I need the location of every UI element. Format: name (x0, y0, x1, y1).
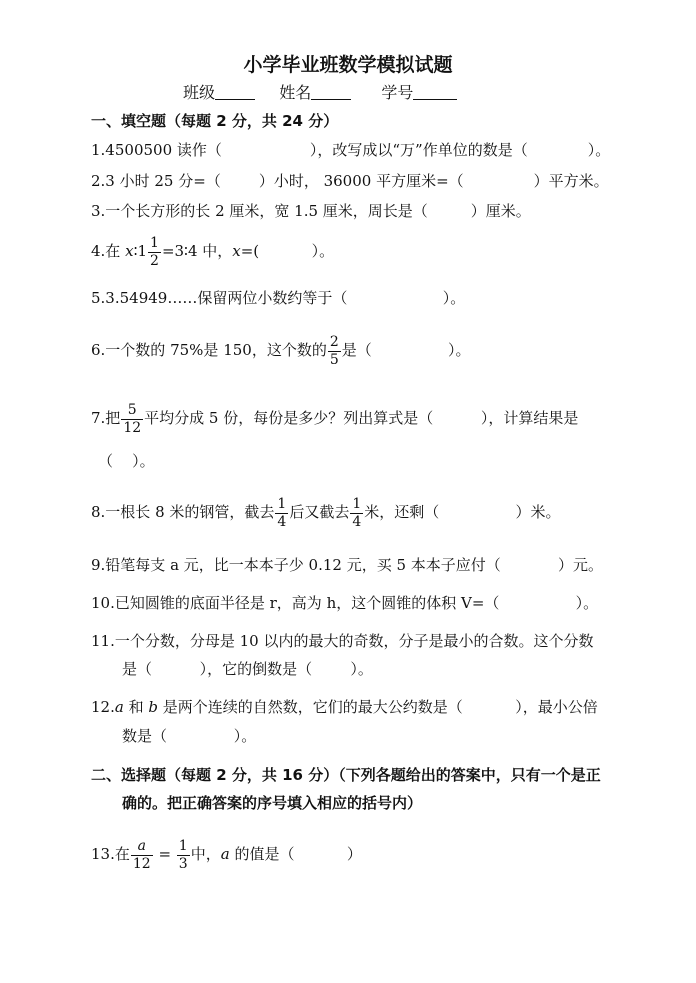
name-blank (311, 85, 351, 100)
q7-numerator: 5 (121, 402, 143, 420)
q12-text-c: 是两个连续的自然数，它们的最大公约数是（ ），最小公倍 (157, 698, 598, 716)
q6-fraction (328, 334, 341, 369)
q4-var-x: x (125, 242, 134, 260)
number-blank (413, 85, 457, 100)
question-12 (91, 697, 598, 717)
q13-text-a: 13.在 (91, 845, 130, 863)
q13-equals: = (153, 845, 176, 863)
q13-text-c: 的值是（ ） (229, 845, 362, 863)
number-label: 学号 (381, 83, 414, 102)
q4-numerator: 1 (150, 234, 159, 251)
q2-text-b: ）小时， 36000 平方厘米=（ (258, 172, 464, 190)
section-1-heading: 一、填空题（每题 2 分，共 24 分） (91, 112, 339, 130)
exam-title: 小学毕业班数学模拟试题 (243, 54, 453, 76)
q6-text-b: 是（ ）。 (341, 341, 471, 359)
q2-text-a: 2.3 小时 25 分=（ (91, 172, 221, 190)
q12-var-b: b (148, 698, 158, 716)
name-label: 姓名 (279, 83, 312, 102)
q7-text-a: 7.把 (91, 409, 121, 427)
class-blank (215, 85, 255, 100)
q13-text-b: 中， (190, 845, 221, 863)
q13-numerator-1: a (131, 838, 153, 856)
class-label: 班级 (183, 83, 216, 102)
question-2 (91, 171, 609, 191)
question-7 (91, 396, 578, 440)
q7-fraction (121, 402, 143, 437)
q8-text-a: 8.一根长 8 米的钢管，截去 (91, 503, 275, 521)
question-12-line-2: 数是（ ）。 (122, 727, 257, 745)
q6-text-a: 6.一个数的 75%是 150，这个数的 (91, 341, 327, 359)
question-3: 3.一个长方形的长 2 厘米，宽 1.5 厘米，周长是（ ）厘米。 (91, 202, 531, 220)
question-10: 10.已知圆锥的底面半径是 r，高为 h，这个圆锥的体积 V=（ ）。 (91, 594, 599, 612)
q13-denominator-1: 12 (132, 855, 151, 872)
q13-var-a: a (220, 845, 230, 863)
q1-text-c: ）。 (587, 141, 611, 159)
question-9: 9.铅笔每支 a 元，比一本本子少 0.12 元，买 5 本本子应付（ ）元。 (91, 556, 604, 574)
q13-denominator-2: 3 (178, 855, 188, 872)
q8-denominator-1: 4 (277, 513, 287, 530)
q8-numerator-2: 1 (352, 495, 362, 512)
q4-denominator: 2 (150, 252, 159, 269)
q12-var-a: a (114, 698, 124, 716)
q7-text-b: 平均分成 5 份，每份是多少？列出算式是（ ），计算结果是 (144, 409, 579, 427)
question-1 (91, 140, 610, 160)
q6-denominator: 5 (329, 351, 339, 368)
q8-fraction-1 (275, 496, 288, 531)
q8-denominator-2: 4 (352, 513, 362, 530)
q1-text-b: ），改写成以“万”作单位的数是（ (309, 141, 528, 159)
question-7-line-2: （ ）。 (98, 452, 155, 470)
q1-text-a: 1.4500500 读作（ (91, 141, 222, 159)
question-8 (91, 490, 561, 534)
q8-text-b: 后又截去 (289, 503, 350, 521)
question-5: 5.3.54949……保留两位小数约等于（ ）。 (91, 289, 466, 307)
q4-text-a: 4.在 (91, 242, 121, 260)
q12-text-b: 和 (123, 698, 149, 716)
question-11: 11.一个分数，分母是 10 以内的最大的奇数，分子是最小的合数。这个分数 (91, 632, 594, 650)
section-2-heading-line-2: 确的。把正确答案的序号填入相应的括号内） (122, 794, 423, 812)
question-13 (91, 832, 362, 876)
q8-text-c: 米，还剩（ ）米。 (364, 503, 561, 521)
q4-fraction (148, 235, 161, 270)
q13-numerator-2: 1 (178, 837, 188, 854)
q12-text-a: 12. (91, 698, 115, 716)
student-info-line (183, 80, 457, 103)
q13-fraction-1 (131, 838, 153, 873)
q7-denominator: 12 (123, 419, 142, 436)
q13-fraction-2 (177, 838, 190, 873)
q6-numerator: 2 (329, 333, 339, 350)
question-4 (91, 229, 334, 273)
question-6 (91, 328, 471, 372)
q4-var-x-2: x (232, 242, 241, 260)
q4-text-b: ∶1 (133, 242, 148, 260)
q8-fraction-2 (350, 496, 363, 531)
q2-text-c: ）平方米。 (533, 172, 609, 190)
q4-text-c: =3∶4 中， (161, 242, 233, 260)
q4-text-d: =( ）。 (240, 242, 335, 260)
section-2-heading: 二、选择题（每题 2 分，共 16 分）（下列各题给出的答案中，只有一个是正 (91, 766, 601, 784)
question-11-line-2: 是（ ），它的倒数是（ ）。 (122, 660, 373, 678)
q8-numerator-1: 1 (277, 495, 287, 512)
